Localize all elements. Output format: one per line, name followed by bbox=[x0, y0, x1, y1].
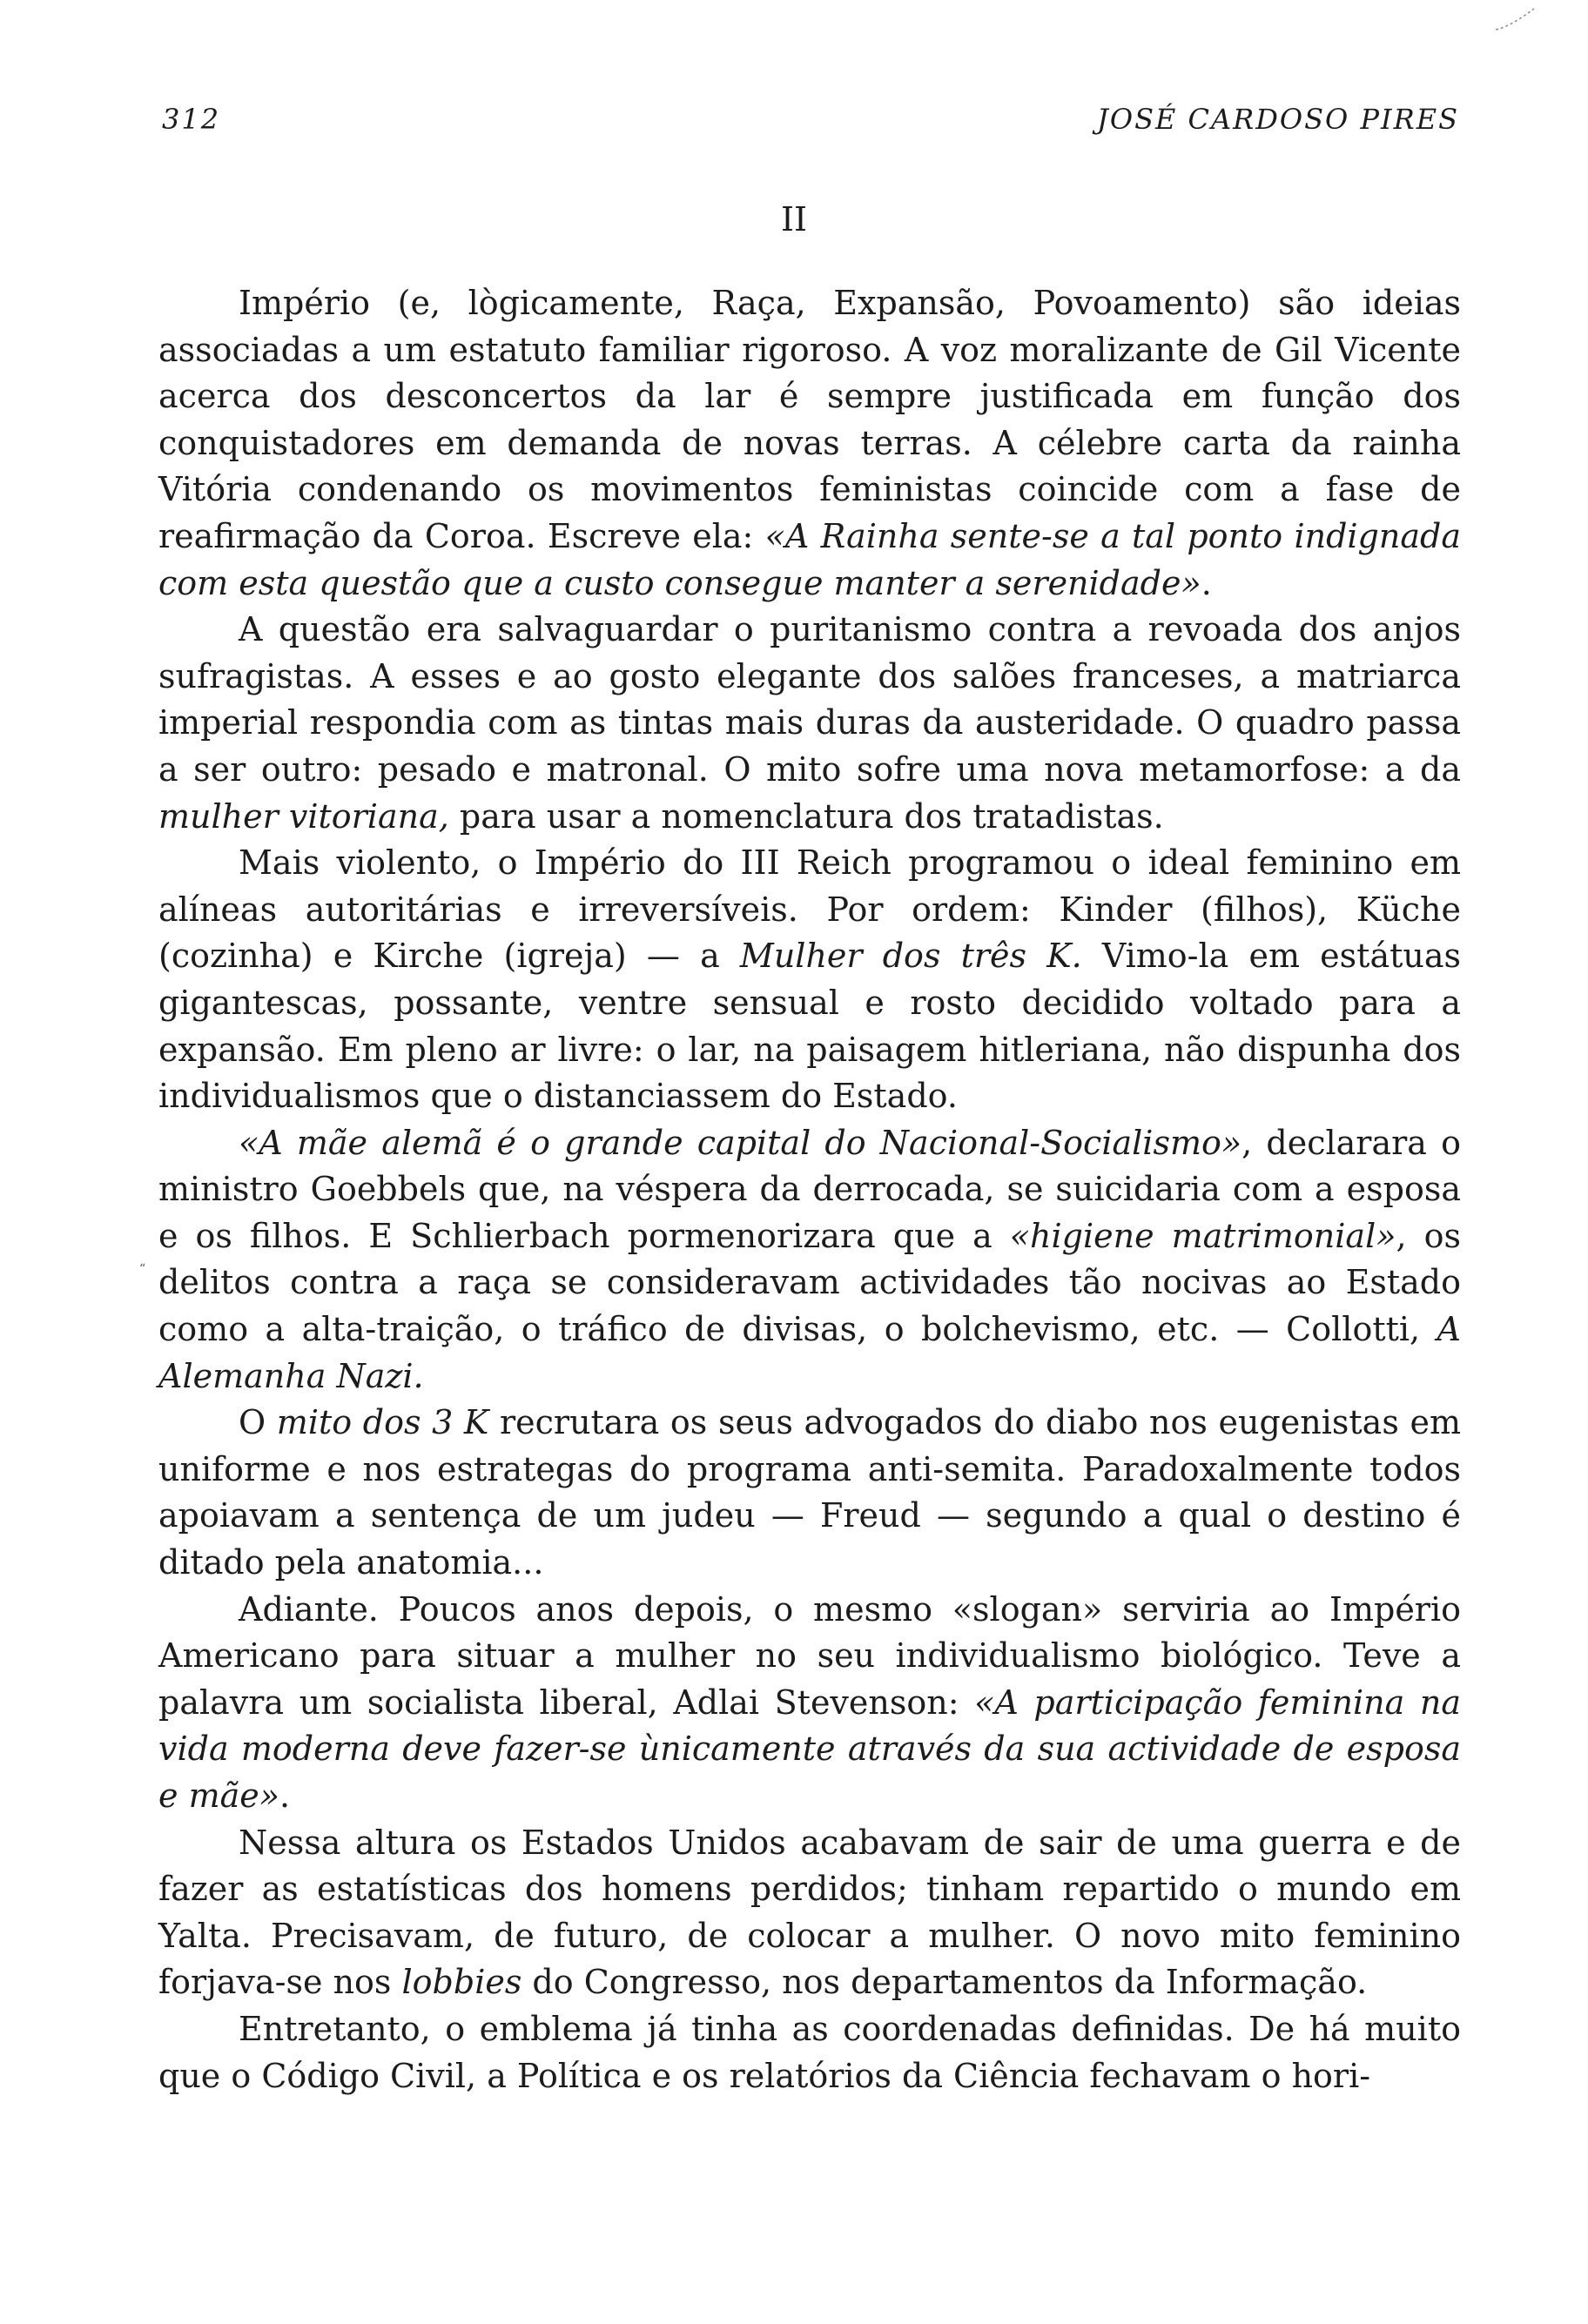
paragraph bbox=[158, 1820, 1461, 2006]
text-run: Entretanto, o emblema já tinha as coordenadas definidas. De há muito que o Código Civil, a Política e os relatórios da Ciência fechavam o hori- bbox=[158, 2009, 1461, 2095]
text-run: Vimo-la em estátuas gigantescas, possante, ventre sensual e rosto decidido voltado para a expansão. Em pleno ar livre: o lar, na paisagem hitleriana, não dispunha dos individualismos que o distanciassem do Estado. bbox=[158, 937, 1461, 1116]
pencil-mark-icon bbox=[1494, 7, 1536, 33]
text-run: Mais violento, o Império do III Reich programou o ideal feminino em alíneas autoritárias e irreversíveis. Por ordem: Kinder (filhos), Küche (cozinha) e Kirche (igreja) — a bbox=[158, 843, 1461, 976]
text-run: A questão era salvaguardar o puritanismo contra a revoada dos anjos sufragistas. A esses e ao gosto elegante dos salões franceses, a matriarca imperial respondia com as tintas mais duras da austeridade. O quadro passa a ser outro: pesado e matronal. O mito sofre uma nova metamorfose: a da bbox=[158, 610, 1461, 789]
italic-text: A Alemanha Nazi. bbox=[158, 1310, 1461, 1395]
section-heading: II bbox=[780, 200, 808, 238]
text-run: , os delitos contra a raça se consideravam actividades tão nocivas ao Estado como a alta-traição, o tráfico de divisas, o bolchevismo, etc. — Collotti, bbox=[158, 1216, 1461, 1349]
margin-mark: “ bbox=[139, 1262, 146, 1276]
paragraph bbox=[158, 280, 1461, 607]
italic-text: mito dos 3 K bbox=[276, 1403, 489, 1442]
paragraph bbox=[158, 1400, 1461, 1586]
paragraph bbox=[158, 2006, 1461, 2099]
text-run: do Congresso, nos departamentos da Informação. bbox=[521, 1963, 1368, 2002]
paragraph bbox=[158, 607, 1461, 840]
running-head-author: JOSÉ CARDOSO PIRES bbox=[1097, 103, 1459, 136]
page-number: 312 bbox=[162, 103, 221, 136]
text-run: , declarara o ministro Goebbels que, na véspera da derrocada, se suicidaria com a esposa e os filhos. E Schlierbach pormenorizara que a bbox=[158, 1123, 1461, 1255]
italic-text: «A Rainha sente-se a tal ponto indignada com esta questão que a custo consegue manter a serenidade» bbox=[158, 516, 1461, 602]
body-text bbox=[158, 280, 1461, 2099]
text-run: recrutara os seus advogados do diabo nos eugenistas em uniforme e nos estrategas do programa anti-semita. Paradoxalmente todos apoiavam a sentença de um judeu — Freud — segundo a qual o destino é ditado pela anatomia... bbox=[158, 1403, 1461, 1582]
text-run: O bbox=[239, 1403, 277, 1442]
italic-text: «A mãe alemã é o grande capital do Nacional-Socialismo» bbox=[239, 1123, 1242, 1162]
text-run: . bbox=[1201, 563, 1212, 602]
italic-text: lobbies bbox=[401, 1963, 522, 2002]
paragraph bbox=[158, 1587, 1461, 1820]
text-run: para usar a nomenclatura dos tratadistas. bbox=[448, 796, 1164, 836]
italic-text: Mulher dos três K. bbox=[739, 937, 1082, 976]
text-run: Império (e, lògicamente, Raça, Expansão, Povoamento) são ideias associadas a um estatuto familiar rigoroso. A voz moralizante de Gil Vicente acerca dos desconcertos da lar é sempre justificada em função dos conquistadores em demanda de novas terras. A célebre carta da rainha Vitória condenando os movimentos feministas coincide com a fase de reafirmação da Coroa. Escreve ela: bbox=[158, 284, 1461, 555]
running-head bbox=[162, 103, 1459, 146]
text-run: . bbox=[279, 1777, 291, 1815]
paragraph bbox=[158, 1120, 1461, 1400]
paragraph bbox=[158, 840, 1461, 1120]
italic-text: «A participação feminina na vida moderna deve fazer-se ùnicamente através da sua actividade de esposa e mãe» bbox=[158, 1683, 1461, 1815]
italic-text: «higiene matrimonial» bbox=[1009, 1216, 1396, 1255]
italic-text: mulher vitoriana, bbox=[158, 796, 449, 836]
text-run: Adiante. Poucos anos depois, o mesmo «slogan» serviria ao Império Americano para situar a mulher no seu individualismo biológico. Teve a palavra um socialista liberal, Adlai Stevenson: bbox=[158, 1589, 1461, 1722]
text-run: Nessa altura os Estados Unidos acabavam de sair de uma guerra e de fazer as estatísticas dos homens perdidos; tinham repartido o mundo em Yalta. Precisavam, de futuro, de colocar a mulher. O novo mito feminino forjava-se nos bbox=[158, 1823, 1461, 2002]
